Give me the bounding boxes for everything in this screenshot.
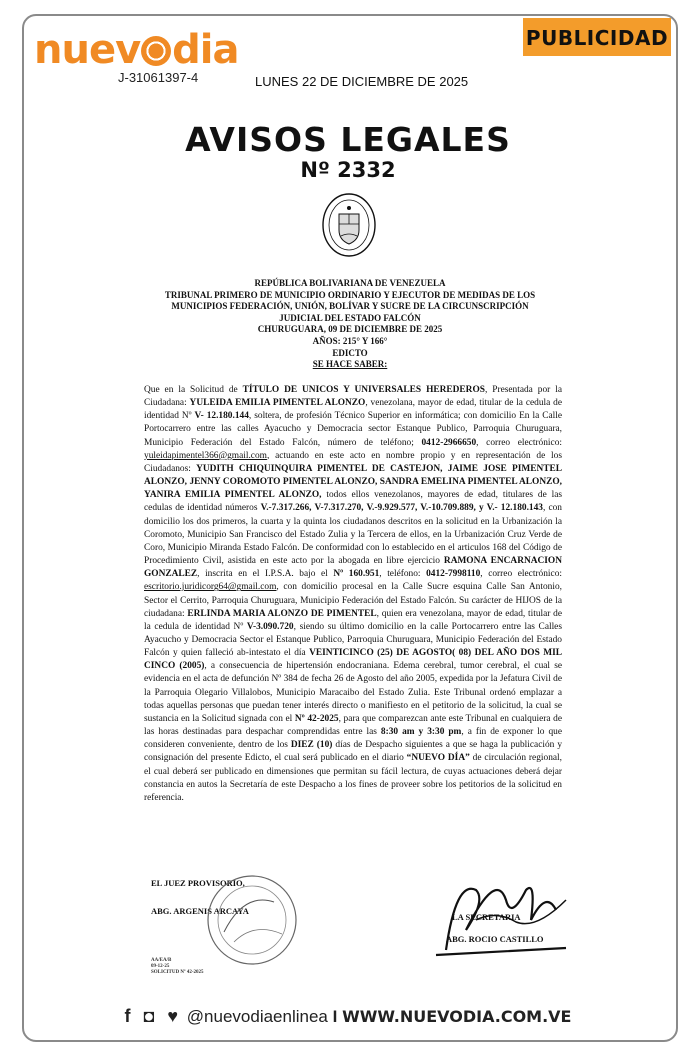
rif-number: J-31061397-4	[118, 70, 199, 85]
ref-initials: AA/EA/B	[151, 958, 172, 963]
court-stamp-icon	[204, 872, 300, 968]
republic-line: REPÚBLICA BOLIVARIANA DE VENEZUELA	[254, 278, 446, 288]
sun-icon	[141, 36, 171, 66]
secretary-name: ABG. ROCIO CASTILLO	[446, 934, 544, 944]
ref-date: 09-12-25	[151, 964, 170, 969]
judge-title: EL JUEZ PROVISORIO,	[151, 878, 245, 888]
ref-solicitud: SOLICITUD Nº 42-2025	[151, 970, 204, 975]
notice-heading	[150, 278, 550, 371]
website-link: WWW.NUEVODIA.COM.VE	[342, 1007, 572, 1026]
notice-number: Nº 2332	[300, 158, 396, 182]
se-hace-saber-line: SE HACE SABER:	[312, 359, 388, 370]
footer	[0, 1006, 696, 1027]
logo-text-right: dia	[172, 27, 239, 73]
judge-name: ABG. ARGENIS ARCAYA	[151, 906, 249, 916]
page-title: AVISOS LEGALES	[185, 120, 511, 159]
publication-date: LUNES 22 DE DICIEMBRE DE 2025	[255, 74, 469, 89]
tribunal-line: TRIBUNAL PRIMERO DE MUNICIPIO ORDINARIO Y EJECUTOR DE MEDIDAS DE LOS MUNICIPIOS FEDERACIÓN, UNIÓN, BOLÍVAR Y SUCRE DE LA CIRCUNSCRIPCIÓN JUDICIAL DEL ESTADO FALCÓN	[164, 289, 536, 323]
logo-text-left: nuev	[34, 27, 141, 73]
publicidad-banner: PUBLICIDAD	[523, 18, 671, 56]
reference-block	[151, 958, 204, 976]
edicto-line: EDICTO	[332, 347, 368, 358]
years-line: AÑOS: 215° Y 166°	[312, 335, 388, 346]
nuevodia-logo	[34, 27, 239, 73]
email-link: escritorio.juridicorg64@gmail.com	[144, 582, 277, 593]
place-date-line: CHURUGUARA, 09 DE DICIEMBRE DE 2025	[257, 324, 443, 335]
coat-of-arms-seal-icon	[321, 192, 377, 258]
email-link: yuleidapimentel366@gmail.com	[144, 450, 267, 461]
footer-separator: I	[332, 1007, 338, 1026]
secretary-title: LA SECRETARIA	[452, 912, 521, 922]
notice-body: Que en la Solicitud de TÍTULO DE UNICOS Y UNIVERSALES HEREDEROS, Presentada por la Ciudadana: YULEIDA EMILIA PIMENTEL ALONZO, venezolana, mayor de edad, titular de la cedula de identidad Nº V- 12.180.144, soltera, de profesión Técnico Superior en informática; con domicilio En la Calle Portocarrero entre las calles Ayacucho y Democracia sector Estanque Publico, Parroquia Churuguara, Municipio Federación del Estado Falcón, número de teléfono; 0412-2966650, correo electrónico: yuleidapimentel366@gmail.com, actuando en este acto en nombre propio y en representación de los Ciudadanos: YUDITH CHIQUINQUIRA PIMENTEL DE CASTEJON, JAIME JOSE PIMENTEL ALONZO, JENNY COROMOTO PIMENTEL ALONZO, SANDRA EMELINA PIMENTEL ALONZO, YANIRA EMILIA PIMENTEL ALONZO, todos ellos venezolanos, mayores de edad, titulares de las cedulas de identidad números V.-7.317.266, V-7.317.270, V.-9.929.577, V.-10.709.889, y V.- 12.180.143, con domicilio los dos primeros, la cuarta y la quinta los ciudadanos descritos en la solicitud en la Urbanización la Coromoto, Municipio San Francisco del Estado Zulia y la Tercera de ellos, en la Urbanización Cruz Verde de Coro, Municipio Miranda Estado Falcón. De conformidad con lo establecido en el articulos 168 del Código de Procedimiento Civil, asistida en este acto por la abogada en libre ejercicio RAMONA ENCARNACION GONZALEZ, inscrita en el I.P.S.A. bajo el Nº 160.951, teléfono: 0412-7998110, correo electrónico: escritorio.juridicorg64@gmail.com, con domicilio procesal en la Calle Sucre esquina Calle San Antonio, Sector el Cerrito, Parroquia Churuguara, Municipio Federación del Estado Falcón. Su carácter de HIJOS de la ciudadana: ERLINDA MARIA ALONZO DE PIMENTEL, quien era venezolana, mayor de edad, titular de la cedula de identidad Nº V-3.090.720, siendo su último domicilio en la calle Portocarrero entre las Calles Ayacucho y Democracia Sector el Estanque Publico, Parroquia Churuguara, Municipio Federación del Estado Falcón y quien falleció ab-intestato el día VEINTICINCO (25) DE AGOSTO( 08) DEL AÑO DOS MIL CINCO (2005), a consecuencia de hipertensión endocraniana. Edema cerebral, tumor cerebral, el cual se evidencia en el acta de defunción Nº 384 de fecha 26 de Agosto del año 2005, expedida por la Jefatura Civil de la Parroquia Olegario Villalobos, Municipio Maracaibo del Estado Zulia. Este Tribunal ordenó emplazar a todas aquellas personas que puedan tener interés directo o manifiesto en el petitorio de la solicitud, la cual se sustancia en la Solicitud signada con el Nº 42-2025, para que comparezcan ante este Tribunal en cualquiera de las horas destinadas para despachar comprendidas entre las 8:30 am y 3:30 pm, a fin de exponer lo que consideren conveniente, dentro de los DIEZ (10) días de Despacho siguientes a que se haga la publicación y consignación del presente Edicto, el cual será publicado en el diario “NUEVO DÍA” de circulación regional, el cual deberá ser publicado en dimensiones que permitan su fácil lectura, de cuyas actuaciones deberá dejar constancia en autos la Secretaría de este Despacho a los fines de proveer sobre los petitorios de la solicitud en referencia.	[144, 385, 563, 803]
social-handle: @nuevodiaenlinea	[186, 1007, 328, 1026]
social-icons: f ◘ ♥	[124, 1006, 183, 1026]
